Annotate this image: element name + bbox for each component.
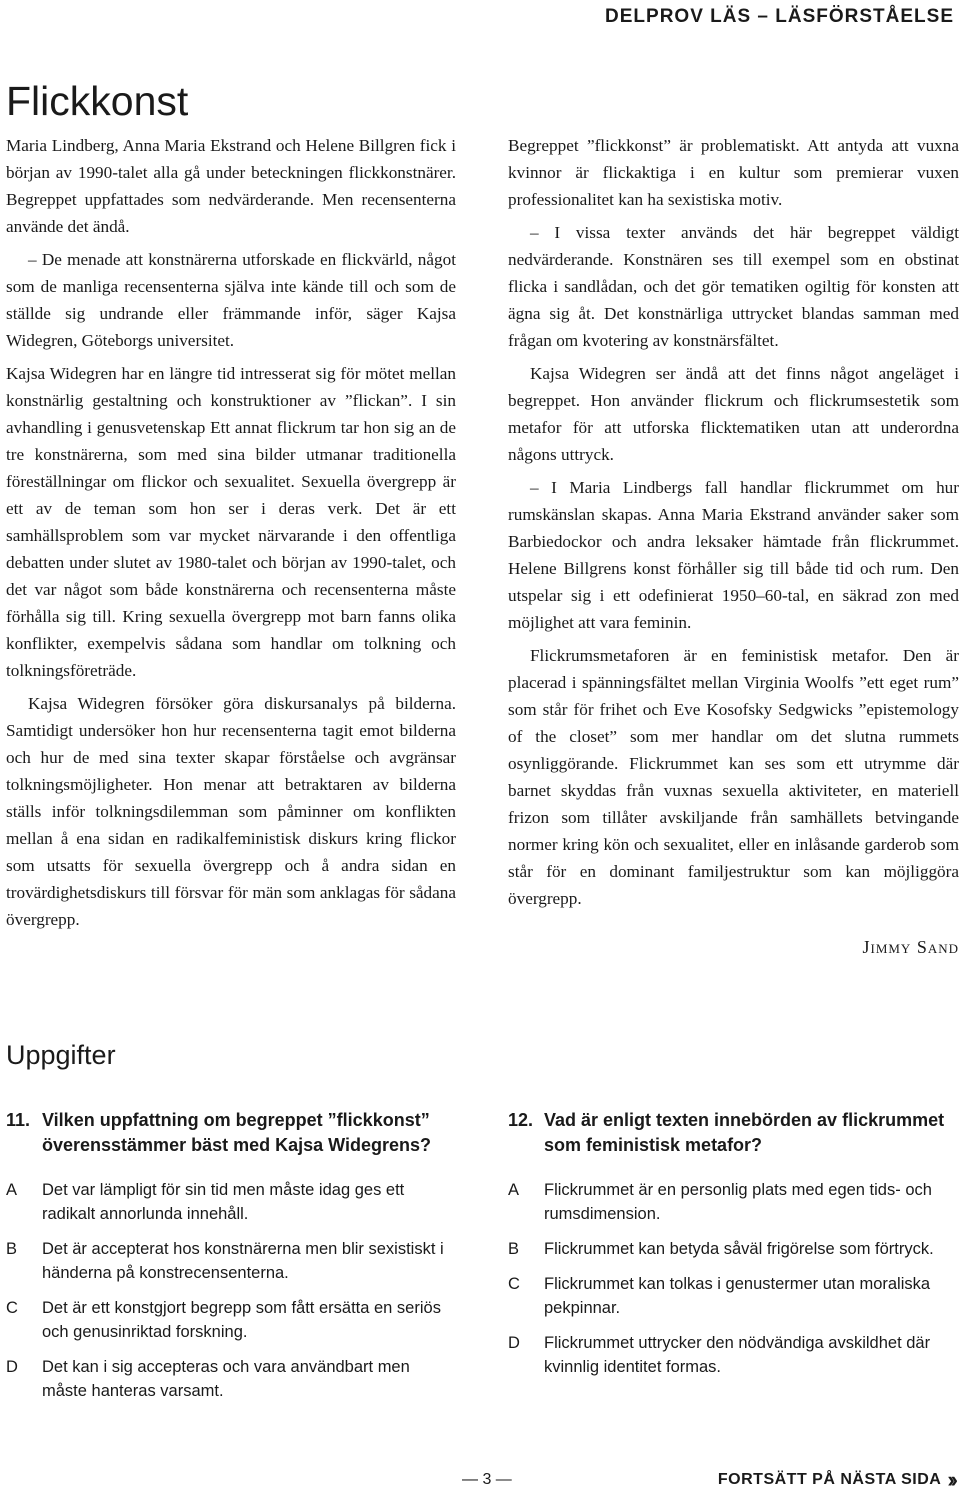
article-paragraph: Kajsa Widegren ser ändå att det finns något angeläget i begreppet. Hon använder flickrum och flickrumsestetik som metafor för att utforska flicktematiken utan att underordna någons uttryck. [508, 364, 959, 464]
option-letter: A [508, 1181, 520, 1199]
option-letter: D [508, 1334, 520, 1352]
page-number: — 3 — [462, 1471, 512, 1488]
question-header [508, 1108, 948, 1158]
answer-option-b[interactable] [508, 1237, 948, 1261]
answer-option-c[interactable] [508, 1272, 948, 1320]
option-text: Det var lämpligt för sin tid men måste idag ges ett radikalt annorlunda innehåll. [42, 1181, 405, 1223]
question-header [6, 1108, 446, 1158]
question-number: 12. [508, 1110, 534, 1130]
continue-next-page [717, 1467, 954, 1492]
question-text: Vad är enligt texten innebörden av flickrummet som feministisk metafor? [544, 1110, 945, 1155]
option-text: Det är accepterat hos konstnärerna men blir sexistiskt i händerna på konstrecensenterna. [42, 1240, 444, 1282]
answer-option-d[interactable] [508, 1331, 948, 1379]
section-header: DELPROV LÄS – LÄSFÖRSTÅELSE [605, 6, 954, 27]
question-12 [508, 1108, 948, 1390]
article-column-right [508, 132, 959, 961]
option-letter: B [508, 1240, 520, 1258]
answer-option-a[interactable] [6, 1178, 446, 1226]
option-letter: A [6, 1181, 18, 1199]
option-letter: C [6, 1299, 18, 1317]
article-paragraph: Kajsa Widegren försöker göra diskursanalys på bilderna. Samtidigt undersöker hon hur recensenterna tagit emot bilderna och hur de med sina texter skapar förståelse och avgränsar tolkningsmöjligheter. Hon menar att betraktaren av bilderna ställs inför tolkningsdilemman som påminner om konflikten mellan å ena sidan en radikalfeministisk diskurs kring flickor som utsatts för sexuella övergrepp och å andra sidan en trovärdighetsdiskurs till försvar för män som anklagas för sådana övergrepp. [6, 694, 456, 929]
article-paragraph: – I vissa texter används det här begreppet väldigt nedvärderande. Konstnären ses till exempel som en obstinat flicka i sandlådan, och det gör tematiken ogiltig för konsten att ägna sig åt. Det konstnärliga uttrycket blandas samman med frågan om kvotering av konstnärsfältet. [508, 223, 959, 350]
article-paragraph: – I Maria Lindbergs fall handlar flickrummet om hur rumskänslan skapas. Anna Maria Ekstrand använder saker som Barbiedockor och andra leksaker hämtade från flickrummet. Helene Billgrens konst förhåller sig till både tid och rum. Den utspelar sig i ett odefinierat 1950–60-tal, en säkrad zon med möjlighet att vara feminin. [508, 478, 959, 632]
option-text: Flickrummet är en personlig plats med egen tids- och rumsdimension. [544, 1181, 932, 1223]
article-paragraph: Kajsa Widegren har en längre tid intresserat sig för mötet mellan konstnärlig gestaltning och konstruktioner av ”flickan”. I sin avhandling i genusvetenskap Ett annat flickrum tar hon sig an de tre konstnärerna, som med sina bilder utmanar traditionella föreställningar om flickor och sexualitet. Sexuella övergrepp är ett av de teman som hon ser i deras verk. Det är ett samhällsproblem som var mycket närvarande i den offentliga debatten under slutet av 1980-talet och början av 1990-talet, och det var något som både konstnärerna och recensenterna måste förhålla sig till. Kring sexuella övergrepp mot barn fanns olika konflikter, exempelvis sådana som handlar om tolkning och tolkningsföreträde. [6, 364, 456, 680]
article-paragraph: Flickrumsmetaforen är en feministisk metafor. Den är placerad i spänningsfältet mellan Virginia Woolfs ”ett eget rum” som står för frihet och Eve Kosofsky Sedgwicks ”epistemology of the closet” som mer handlar om det slutna rummets osynliggörande. Flickrummet kan ses som ett utrymme där barnet skyddas från vuxnas sexuella aktiviteter, en materiell frizon som tillåter avskiljande från samhällets betvingande normer kring kön och sexualitet, eller en inlåsande garderob som står för en dominant familjestruktur som kan möjliggöra övergrepp. [508, 646, 959, 908]
article-column-left [6, 132, 456, 933]
option-letter: C [508, 1275, 520, 1293]
answer-options [6, 1178, 446, 1403]
question-11 [6, 1108, 446, 1414]
author-signature: Jimmy Sand [862, 937, 959, 957]
tasks-heading: Uppgifter [6, 1040, 116, 1070]
question-text: Vilken uppfattning om begreppet ”flickkonst” överensstämmer bäst med Kajsa Widegrens? [42, 1110, 431, 1155]
answer-option-a[interactable] [508, 1178, 948, 1226]
article-paragraph: – De menade att konstnärerna utforskade en flickvärld, något som de manliga recensenterna själva inte kände till och som de ställde sig undrande eller främmande inför, säger Kajsa Widegren, Göteborgs universitet. [6, 250, 456, 350]
article-paragraph: Begreppet ”flickkonst” är problematiskt. Att antyda att vuxna kvinnor är flickaktiga i en kultur som premierar vuxen professionalitet kan ha sexistiska motiv. [508, 136, 959, 209]
question-number: 11. [6, 1110, 31, 1130]
answer-option-d[interactable] [6, 1355, 446, 1403]
answer-option-b[interactable] [6, 1237, 446, 1285]
option-text: Det är ett konstgjort begrepp som fått ersätta en seriös och genusinriktad forskning. [42, 1299, 441, 1341]
double-chevron-right-icon: ›› [947, 1467, 954, 1492]
article-title: Flickkonst [6, 78, 189, 124]
option-letter: D [6, 1358, 18, 1376]
answer-options [508, 1178, 948, 1379]
option-text: Det kan i sig accepteras och vara användbart men måste hanteras varsamt. [42, 1358, 410, 1400]
answer-option-c[interactable] [6, 1296, 446, 1344]
continue-label: FORTSÄTT PÅ NÄSTA SIDA [717, 1471, 942, 1488]
option-text: Flickrummet kan tolkas i genustermer utan moraliska pekpinnar. [544, 1275, 931, 1317]
option-text: Flickrummet kan betyda såväl frigörelse som förtryck. [544, 1240, 934, 1258]
option-letter: B [6, 1240, 18, 1258]
article-paragraph: Maria Lindberg, Anna Maria Ekstrand och Helene Billgren fick i början av 1990-talet alla gå under beteckningen flickkonstnärer. Begreppet uppfattades som nedvärderande. Men recensenterna använde det ändå. [6, 136, 456, 236]
option-text: Flickrummet uttrycker den nödvändiga avskildhet där kvinnlig identitet formas. [544, 1334, 931, 1376]
